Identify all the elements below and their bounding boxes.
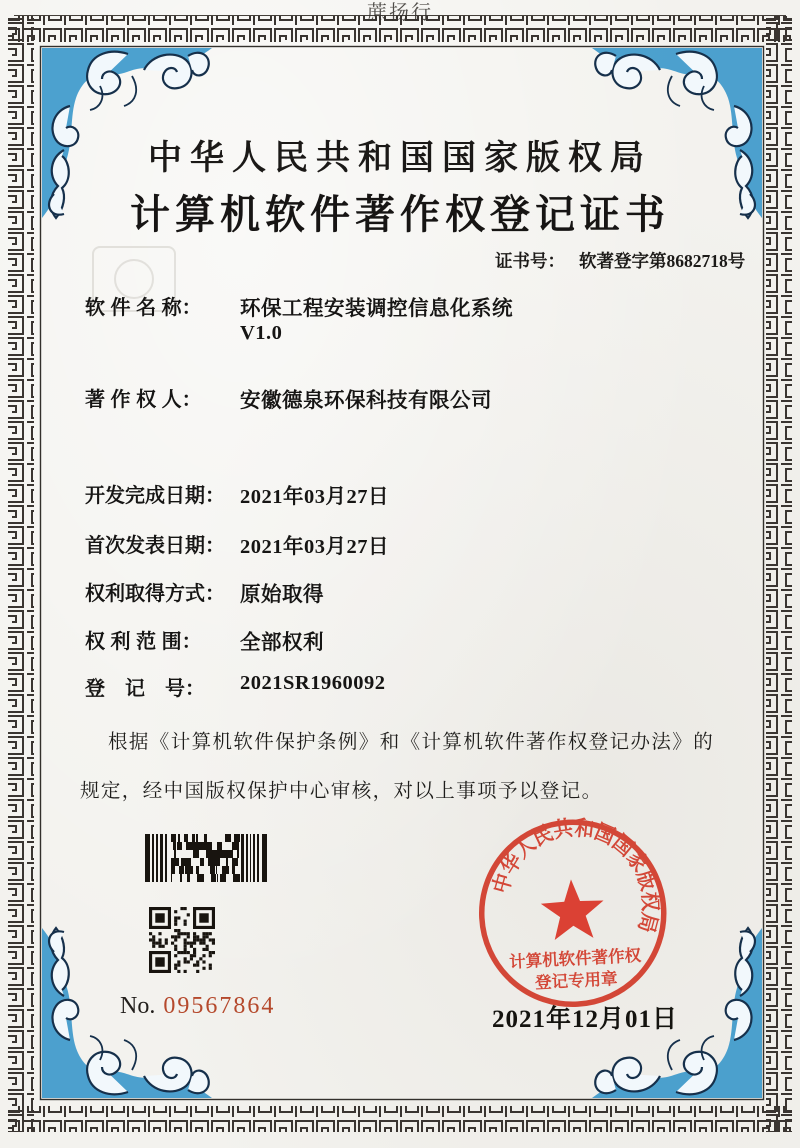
- field-label: 权利取得方式：: [85, 583, 225, 605]
- serial-digits: 09567864: [163, 993, 276, 1019]
- field-value: 2021SR1960092: [240, 672, 386, 694]
- top-bleed-note: 蔗扬行: [367, 2, 433, 24]
- seal-star-icon: [540, 878, 606, 941]
- field-label: 首次发表日期：: [85, 535, 225, 557]
- field-label: 登 记 号：: [85, 678, 205, 700]
- seal-ring-text: 中华人民共和国国家版权局: [488, 815, 663, 938]
- field-value: 环保工程安装调控信息化系统: [240, 298, 513, 320]
- field-value: 原始取得: [240, 584, 324, 606]
- field-copyright-owner: [85, 383, 765, 412]
- registration-statement: 根据《计算机软件保护条例》和《计算机软件著作权登记办法》的规定，经中国版权保护中心审核，对以上事项予以登记。: [80, 732, 715, 802]
- field-software-name: [85, 291, 765, 320]
- field-software-version: [85, 322, 765, 348]
- field-label: 开发完成日期：: [85, 485, 225, 507]
- certificate-number-label: 证书号：: [495, 251, 565, 271]
- field-right-acquire-mode: [85, 577, 765, 606]
- field-value: 2021年03月27日: [240, 486, 389, 508]
- barcode: [145, 834, 267, 882]
- field-label: 著 作 权 人：: [85, 389, 202, 411]
- seal-inner-line2: 登记专用章: [534, 970, 618, 993]
- field-dev-complete-date: [85, 479, 765, 508]
- field-value: V1.0: [240, 322, 283, 344]
- seal-inner-line1: 计算机软件著作权: [508, 946, 642, 972]
- field-registration-no: [85, 672, 765, 698]
- field-first-publish-date: [85, 529, 765, 558]
- field-value: 2021年03月27日: [240, 536, 389, 558]
- field-value: 全部权利: [240, 632, 324, 654]
- qr-code: [149, 907, 215, 973]
- certificate-number-line: [495, 248, 745, 273]
- serial-number: [120, 993, 275, 1020]
- serial-prefix: No.: [120, 993, 156, 1019]
- issuing-authority-title: 中华人民共和国国家版权局: [148, 140, 652, 177]
- field-value: 安徽德泉环保科技有限公司: [240, 390, 492, 412]
- certificate-number-value: 软著登字第8682718号: [579, 251, 746, 271]
- field-right-scope: [85, 625, 765, 654]
- field-label: 软 件 名 称：: [85, 297, 202, 319]
- field-label: 权 利 范 围：: [85, 631, 202, 653]
- issue-date: 2021年12月01日: [492, 1006, 679, 1033]
- certificate-title: 计算机软件著作权登记证书: [130, 192, 670, 237]
